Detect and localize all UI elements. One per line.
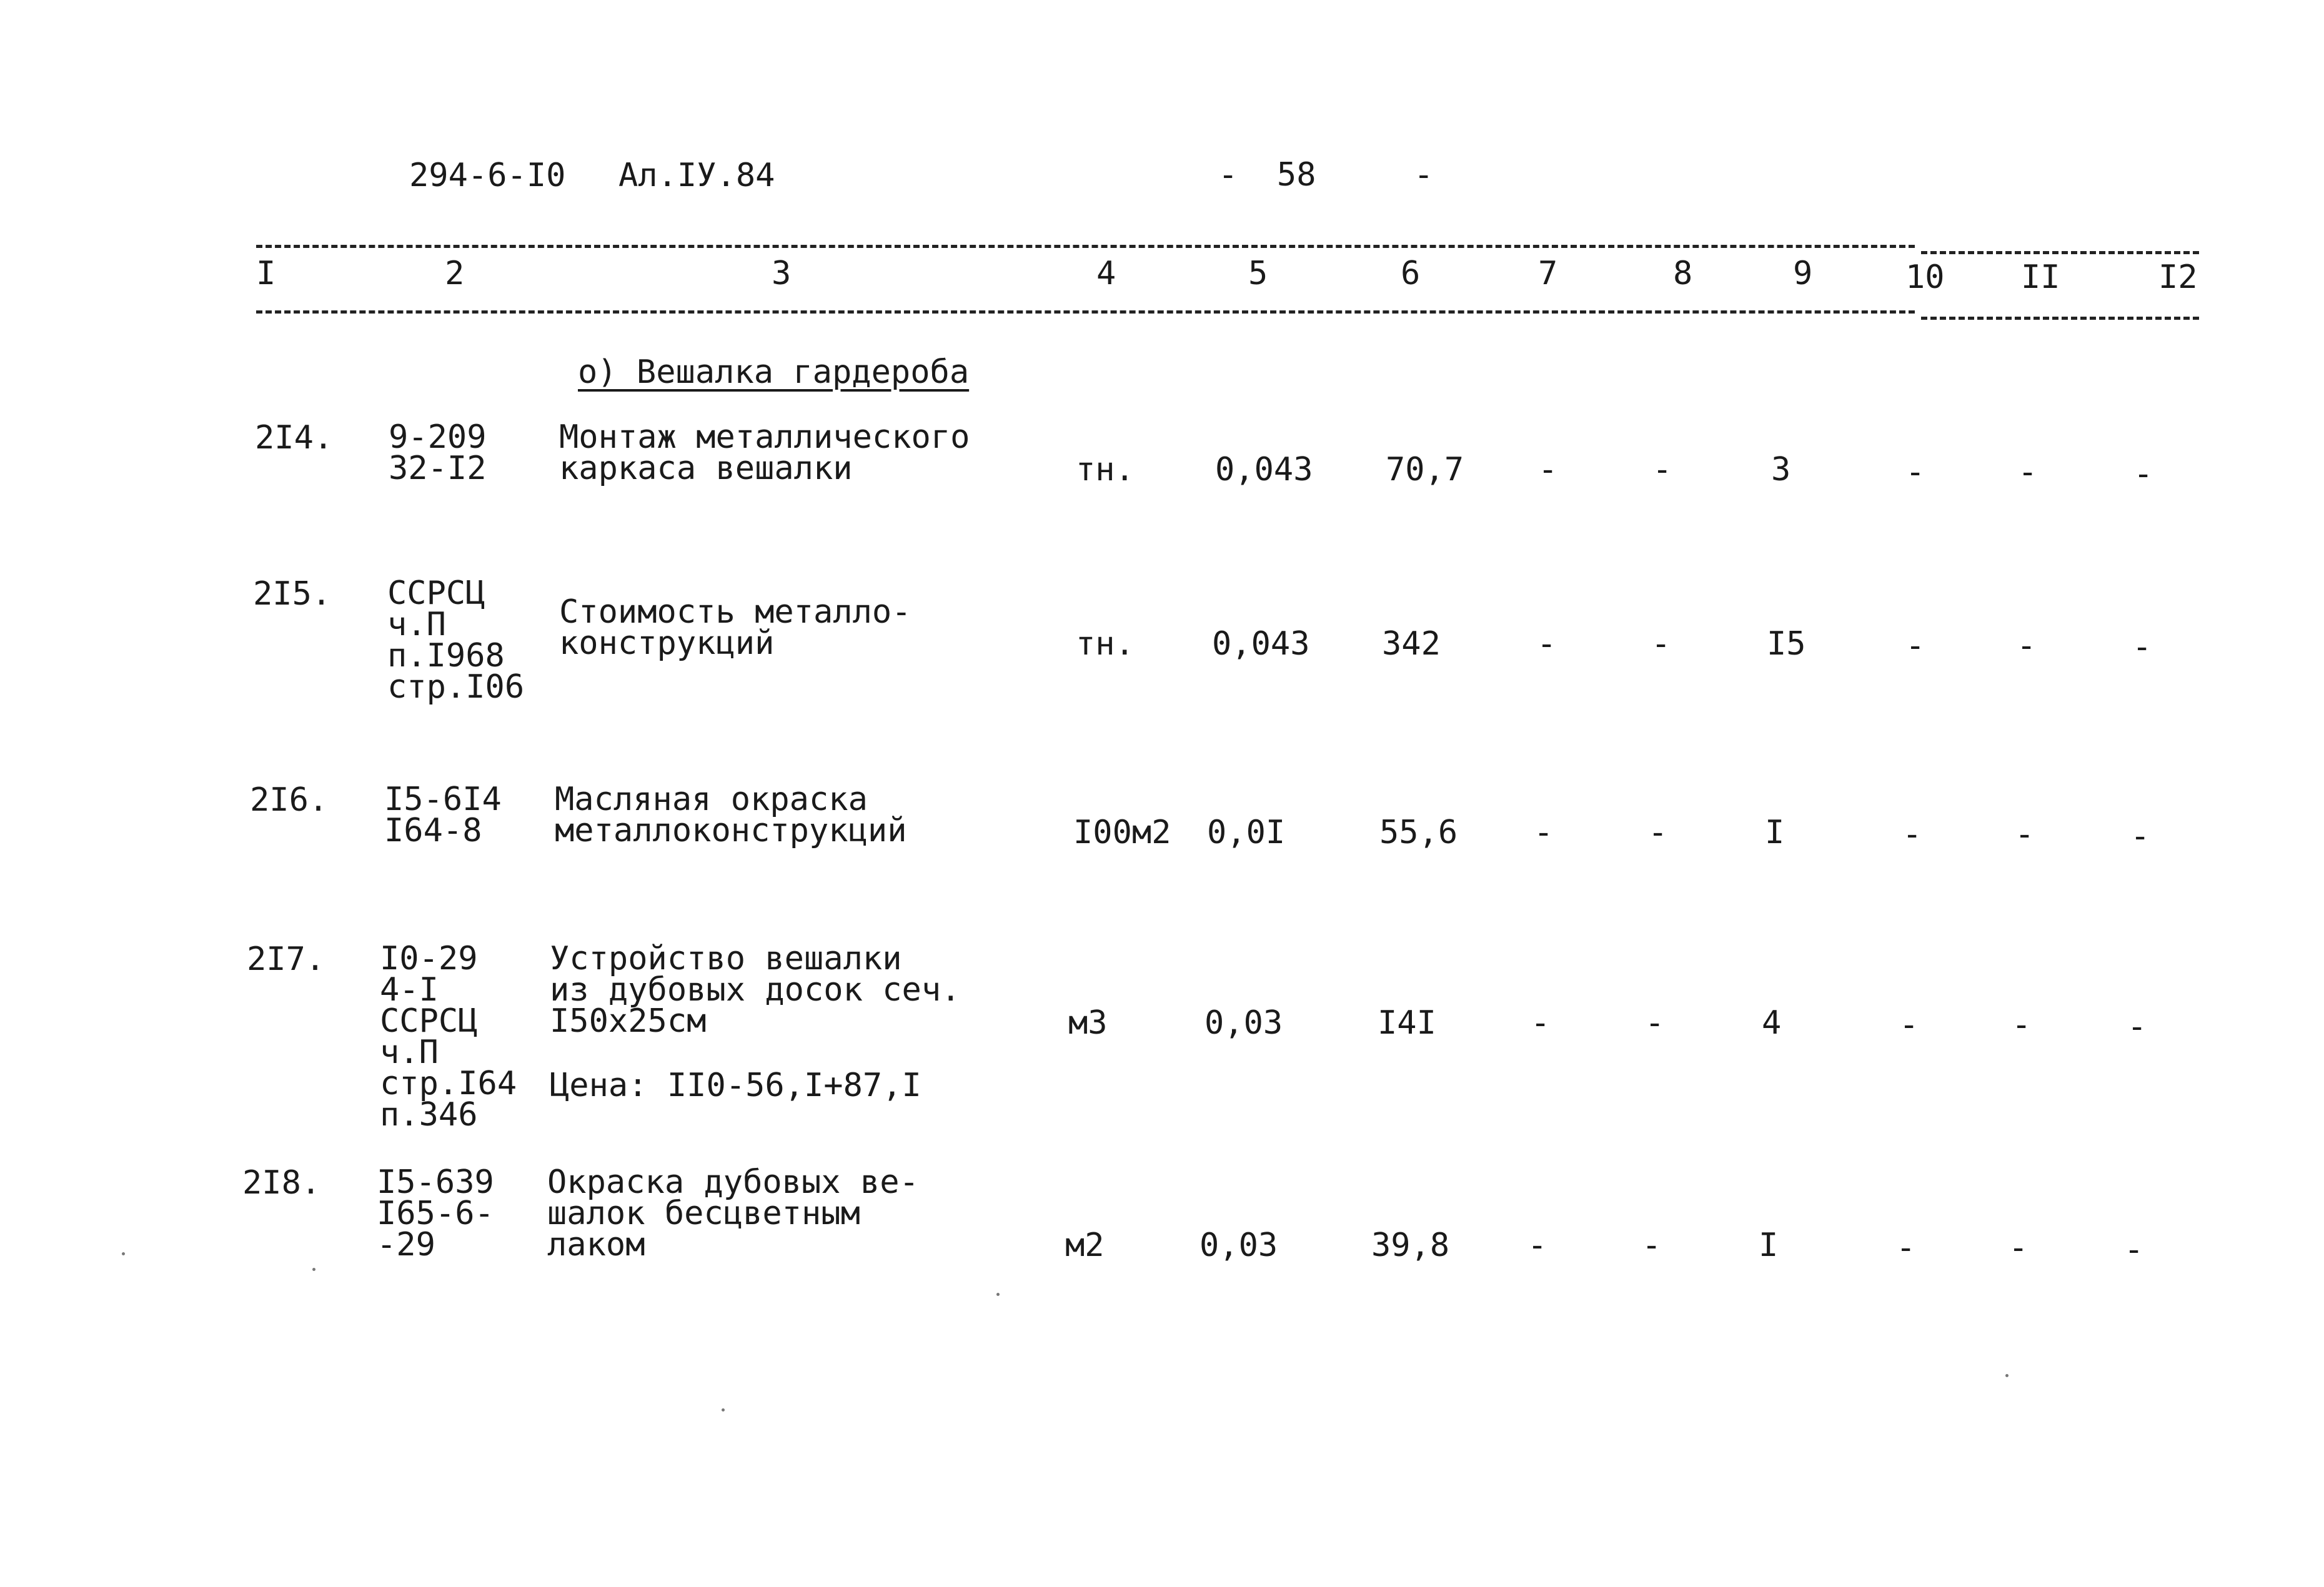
column-header-9: 9	[1793, 255, 1813, 292]
column-header-5: 5	[1248, 255, 1268, 292]
row-col10: -	[1905, 627, 1925, 665]
row-col8: -	[1651, 625, 1671, 663]
row-col10: -	[1899, 1006, 1919, 1044]
row-number: 2I4.	[255, 419, 334, 457]
row-col7: -	[1537, 625, 1557, 663]
scan-speck	[312, 1268, 315, 1271]
document-code: 294-6-I0	[409, 157, 566, 194]
row-code: I5-6I4 I64-8	[384, 781, 502, 849]
row-code: I5-639 I65-6- -29	[377, 1164, 494, 1263]
row-code: ССРСЦ ч.П п.I968 стр.I06	[387, 575, 525, 706]
row-col7: -	[1534, 814, 1554, 851]
row-price: I4I	[1378, 1004, 1436, 1042]
row-col9: I	[1759, 1227, 1779, 1264]
row-col12: -	[2124, 1231, 2144, 1268]
row-col10: -	[1905, 453, 1925, 491]
column-header-4: 4	[1096, 255, 1116, 292]
row-col9: I	[1765, 814, 1785, 851]
row-col12: -	[2132, 628, 2152, 666]
row-unit: тн.	[1076, 625, 1135, 663]
row-col9: I5	[1767, 625, 1806, 663]
album-number: Ал.IУ.84	[618, 157, 775, 194]
row-description: Монтаж металлического каркаса вешалки	[559, 418, 970, 487]
row-col9: 3	[1771, 451, 1791, 488]
row-col12: -	[2130, 818, 2150, 855]
row-description: Масляная окраска металлоконструкций	[555, 781, 907, 849]
row-quantity: 0,043	[1212, 625, 1310, 663]
scan-speck	[996, 1293, 1000, 1296]
row-number: 2I7.	[247, 941, 325, 978]
row-description: Окраска дубовых ве- шалок бесцветным лаком	[547, 1164, 919, 1263]
row-price: 39,8	[1371, 1227, 1450, 1264]
scan-speck	[2005, 1374, 2009, 1377]
row-col7: -	[1527, 1227, 1547, 1264]
row-number: 2I5.	[253, 575, 332, 613]
row-col9: 4	[1762, 1004, 1782, 1042]
row-quantity: 0,0I	[1207, 814, 1286, 851]
row-col8: -	[1648, 814, 1668, 851]
row-col11: -	[2017, 627, 2037, 665]
row-description: Устройство вешалки из дубовых досок сеч. I50x25см	[550, 940, 961, 1040]
row-col10: -	[1896, 1229, 1916, 1267]
section-title: о) Вешалка гардероба	[578, 353, 970, 391]
row-price: 55,6	[1379, 814, 1458, 851]
row-col10: -	[1902, 816, 1922, 853]
row-number: 2I6.	[250, 781, 329, 819]
column-header-1: I	[256, 255, 276, 292]
scan-speck	[722, 1408, 725, 1411]
row-col8: -	[1645, 1004, 1665, 1042]
row-col11: -	[2018, 453, 2038, 491]
header-top-rule	[256, 245, 1915, 248]
column-header-6: 6	[1401, 255, 1421, 292]
row-col12: -	[2127, 1008, 2147, 1046]
header-top-rule-right	[1921, 251, 2199, 254]
row-unit: м3	[1068, 1004, 1108, 1042]
row-price: 342	[1382, 625, 1441, 663]
row-price-note: Цена: II0-56,I+87,I	[550, 1067, 921, 1104]
row-col12: -	[2133, 455, 2153, 493]
column-header-11: II	[2021, 259, 2060, 296]
column-header-2: 2	[445, 255, 465, 292]
column-header-8: 8	[1673, 255, 1693, 292]
row-unit: тн.	[1076, 451, 1135, 488]
column-header-10: 10	[1905, 259, 1945, 296]
column-header-12: I2	[2158, 259, 2198, 296]
row-unit: I00м2	[1073, 814, 1171, 851]
page-number: - 58 -	[1218, 156, 1434, 194]
row-code: I0-29 4-I ССРСЦ ч.П стр.I64 п.346	[380, 940, 517, 1134]
row-price: 70,7	[1386, 451, 1464, 488]
scan-speck	[122, 1252, 125, 1255]
row-col11: -	[2009, 1229, 2029, 1267]
row-col8: -	[1652, 451, 1672, 488]
row-description: Стоимость металло- конструкций	[559, 593, 911, 662]
row-quantity: 0,03	[1199, 1227, 1278, 1264]
row-code: 9-209 32-I2	[389, 418, 487, 487]
header-bottom-rule	[256, 310, 1915, 314]
header-bottom-rule-right	[1921, 317, 2199, 320]
row-unit: м2	[1065, 1227, 1105, 1264]
column-header-7: 7	[1538, 255, 1558, 292]
row-col7: -	[1538, 451, 1558, 488]
row-col11: -	[2015, 816, 2035, 853]
row-col8: -	[1642, 1227, 1662, 1264]
row-quantity: 0,03	[1204, 1004, 1283, 1042]
row-col11: -	[2012, 1006, 2032, 1044]
row-number: 2I8.	[242, 1164, 321, 1202]
column-header-3: 3	[772, 255, 792, 292]
row-col7: -	[1531, 1004, 1551, 1042]
row-quantity: 0,043	[1215, 451, 1313, 488]
